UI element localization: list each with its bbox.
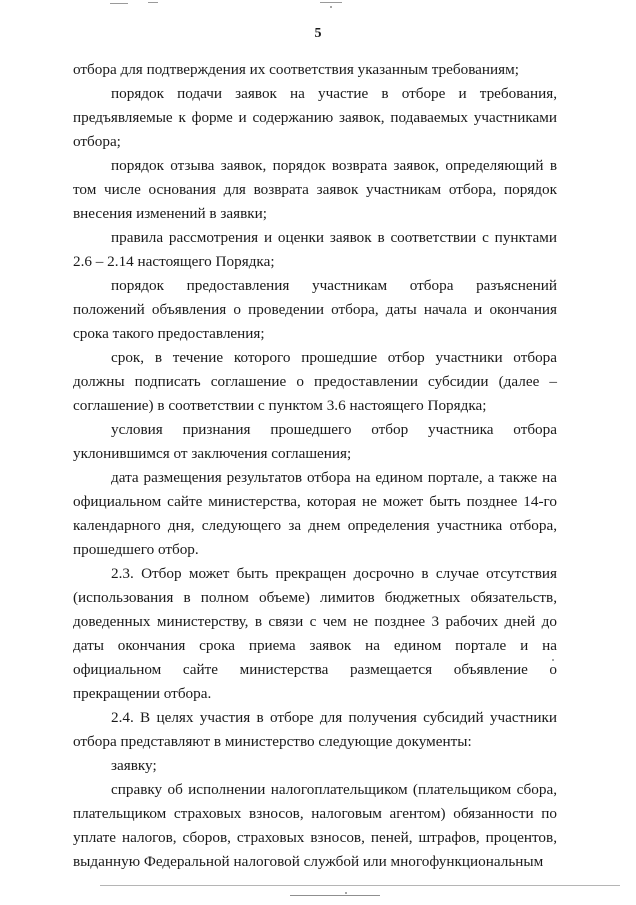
- scan-artifact-line: [290, 895, 380, 896]
- scan-artifact-dot: [330, 6, 332, 8]
- scan-artifact-line: [100, 885, 620, 886]
- paragraph: порядок отзыва заявок, порядок возврата заявок, определяющий в том числе основания для возврата заявок участникам отбора, порядок внесения изменений в заявки;: [73, 157, 557, 222]
- scan-artifact-line: [320, 2, 342, 3]
- paragraph: порядок подачи заявок на участие в отборе и требования, предъявляемые к форме и содержанию заявок, подаваемых участниками отбора;: [73, 85, 557, 150]
- paragraph: порядок предоставления участникам отбора разъяснений положений объявления о проведении отбора, даты начала и окончания срока такого предоставления;: [73, 277, 557, 342]
- scan-artifact-line: [148, 2, 158, 3]
- paragraph: условия признания прошедшего отбор участника отбора уклонившимся от заключения соглашения;: [73, 421, 557, 462]
- paragraph: справку об исполнении налогоплательщиком (плательщиком сбора, плательщиком страховых взносов, налоговым агентом) обязанности по уплате налогов, сборов, страховых взносов, пеней, штрафов, процентов, выданную Федеральной налоговой службой или многофункциональным: [73, 781, 557, 870]
- document-body: [73, 58, 557, 874]
- paragraph: 2.3. Отбор может быть прекращен досрочно в случае отсутствия (использования в полном объеме) лимитов бюджетных обязательств, доведенных министерству, в связи с чем не позднее 3 рабочих дней до даты окончания срока приема заявок на едином портале и на официальном сайте министерства размещается объявление о прекращении отбора.: [73, 565, 557, 702]
- paragraph: срок, в течение которого прошедшие отбор участники отбора должны подписать соглашение о предоставлении субсидии (далее – соглашение) в соответствии с пунктом 3.6 настоящего Порядка;: [73, 349, 557, 414]
- paragraph: заявку;: [111, 757, 157, 774]
- scan-artifact-dot: [345, 892, 347, 894]
- scan-artifact-line: [110, 3, 128, 4]
- scan-artifact-dot: [552, 659, 554, 661]
- paragraph: правила рассмотрения и оценки заявок в соответствии с пунктами 2.6 – 2.14 настоящего Порядка;: [73, 229, 557, 270]
- page-number: 5: [314, 26, 322, 41]
- paragraph: дата размещения результатов отбора на едином портале, а также на официальном сайте министерства, которая не может быть позднее 14-го календарного дня, следующего за днем определения участника отбора, прошедшего отбор.: [73, 469, 557, 558]
- paragraph: отбора для подтверждения их соответствия указанным требованиям;: [73, 61, 519, 78]
- paragraph: 2.4. В целях участия в отборе для получения субсидий участники отбора представляют в министерство следующие документы:: [73, 709, 557, 750]
